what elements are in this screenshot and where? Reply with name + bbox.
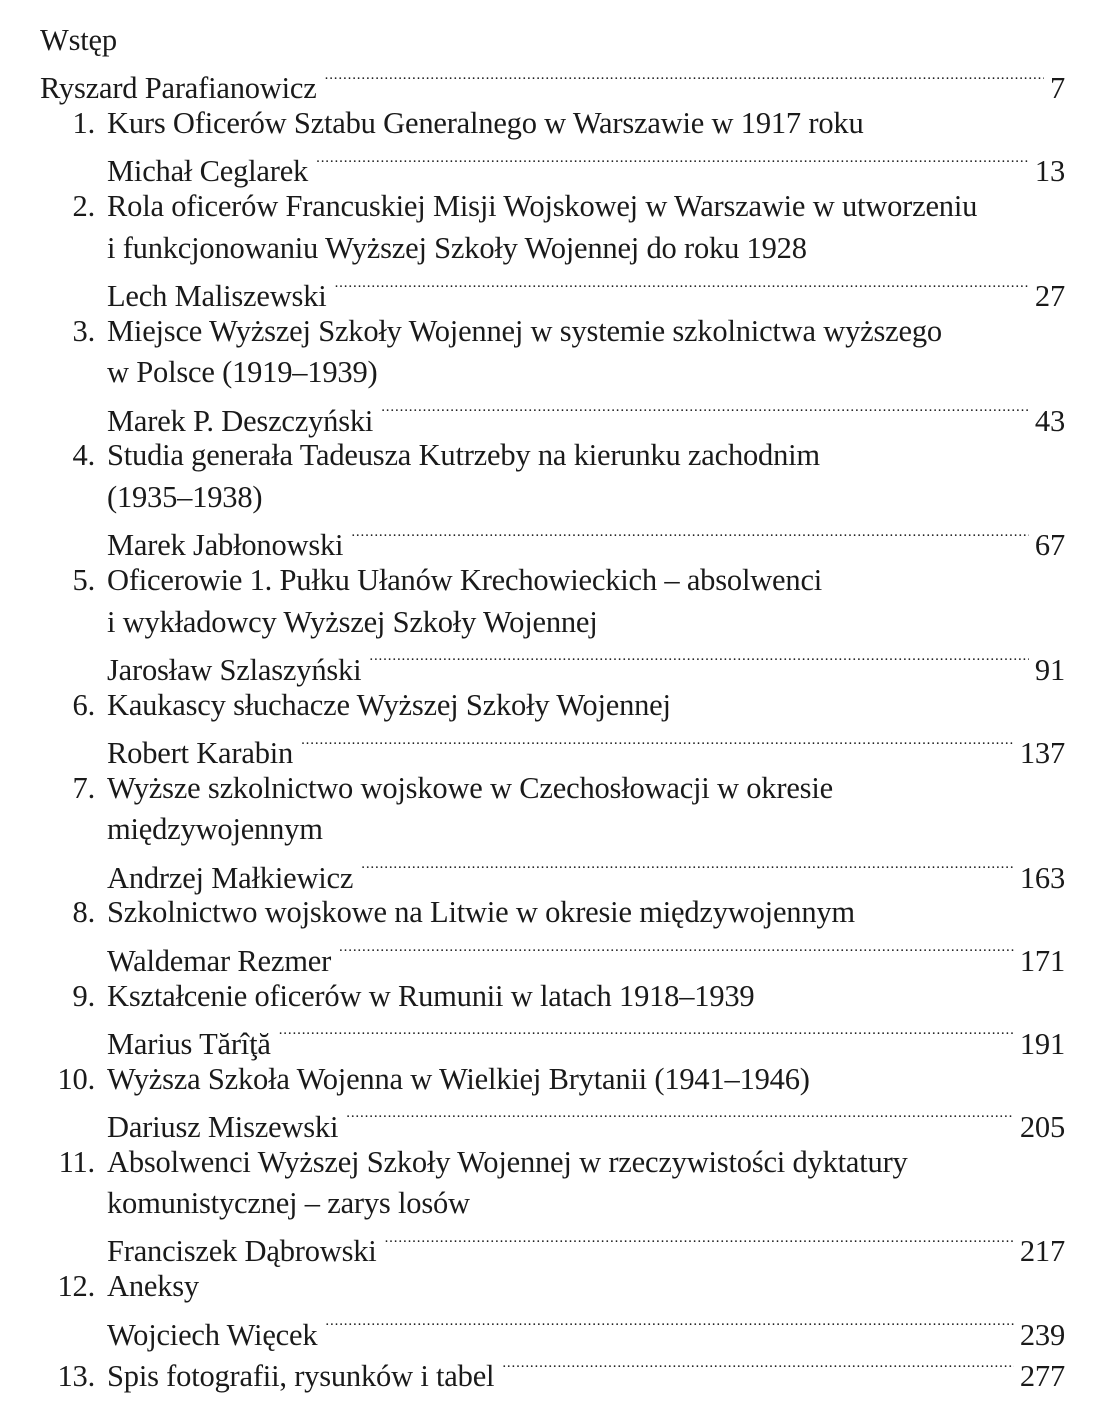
dot-leader [279, 1017, 1014, 1054]
entry-author: Waldemar Rezmer [107, 943, 332, 978]
entry-author-line [40, 145, 1065, 187]
entry-title: Kurs Oficerów Sztabu Generalnego w Warszawie w 1917 roku [107, 106, 864, 141]
entry-page-number: 163 [1019, 860, 1065, 895]
entry-title-line [40, 1350, 1065, 1392]
entry-author: Andrzej Małkiewicz [107, 860, 354, 895]
toc-entry-13 [40, 1350, 1065, 1392]
entry-author: Franciszek Dąbrowski [107, 1234, 377, 1269]
entry-author: Lech Maliszewski [107, 278, 327, 313]
intro-heading-line [40, 20, 1065, 62]
toc-entry-2 [40, 186, 1065, 311]
dot-leader [381, 394, 1029, 431]
entry-title-continuation [40, 352, 1065, 394]
entry-title-cont: komunistycznej – zarys losów [107, 1186, 470, 1221]
entry-title-cont: w Polsce (1919–1939) [107, 355, 378, 390]
entry-page-number: 217 [1019, 1234, 1065, 1269]
dot-leader [335, 269, 1029, 306]
entry-author: Dariusz Miszewski [107, 1109, 339, 1144]
entry-title: Wyższe szkolnictwo wojskowe w Czechosłowacji w okresie [107, 770, 833, 805]
entry-author-line [40, 1225, 1065, 1267]
dot-leader [502, 1350, 1014, 1387]
entry-title: Absolwenci Wyższej Szkoły Wojennej w rzeczywistości dyktatury [107, 1144, 908, 1179]
entry-page-number: 67 [1034, 528, 1065, 563]
entry-title: Spis fotografii, rysunków i tabel [107, 1359, 495, 1394]
intro-author: Ryszard Parafianowicz [40, 71, 317, 106]
entry-page-number: 137 [1019, 735, 1065, 770]
entry-number: 2. [72, 189, 95, 224]
entry-number: 7. [72, 770, 95, 805]
entry-author-line [40, 269, 1065, 311]
entry-author-row [95, 1350, 1065, 1398]
toc-entry-4 [40, 435, 1065, 563]
entry-title: Szkolnictwo wojskowe na Litwie w okresie międzywojennym [107, 895, 855, 930]
entry-author-line [40, 726, 1065, 768]
toc-entry-5 [40, 560, 1065, 685]
entry-number: 8. [72, 895, 95, 930]
entry-author-row [95, 1225, 1065, 1273]
entry-title: Rola oficerów Francuskiej Misji Wojskowej w Warszawie w utworzeniu [107, 189, 978, 224]
entry-author-line [40, 934, 1065, 976]
entry-number: 1. [72, 106, 95, 141]
entry-number: 13. [57, 1359, 95, 1394]
entry-author: Marius Tărîţă [107, 1026, 271, 1061]
entry-title: Kaukascy słuchacze Wyższej Szkoły Wojennej [107, 687, 671, 722]
entry-page-number: 43 [1034, 403, 1065, 438]
entry-title-continuation [40, 228, 1065, 270]
entry-author-line [40, 851, 1065, 893]
entry-page-number: 277 [1019, 1359, 1065, 1394]
entry-title: Wyższa Szkoła Wojenna w Wielkiej Brytanii (1941–1946) [107, 1061, 810, 1096]
toc-entry-6 [40, 685, 1065, 768]
entry-author: Marek Jabłonowski [107, 528, 344, 563]
entry-title: Aneksy [107, 1269, 199, 1304]
entry-title-cont: i funkcjonowaniu Wyższej Szkoły Wojennej do roku 1928 [107, 230, 807, 265]
dot-leader [339, 934, 1014, 971]
entry-author: Marek P. Deszczyński [107, 403, 374, 438]
toc-entry-12 [40, 1266, 1065, 1352]
entry-number: 6. [72, 687, 95, 722]
intro-page-number: 7 [1049, 71, 1065, 106]
entry-title-continuation [40, 1183, 1065, 1225]
entry-author: Michał Ceglarek [107, 154, 309, 189]
toc-entry-1 [40, 103, 1065, 189]
entry-author-line [40, 519, 1065, 561]
entry-author: Jarosław Szlaszyński [107, 652, 362, 687]
entry-title-continuation [40, 809, 1065, 851]
dot-leader [385, 1225, 1014, 1262]
entry-number: 12. [57, 1269, 95, 1304]
intro-heading: Wstęp [40, 23, 117, 57]
entry-title-continuation [40, 477, 1065, 519]
entry-title: Kształcenie oficerów w Rumunii w latach 1918–1939 [107, 978, 755, 1013]
entry-page-number: 239 [1019, 1317, 1065, 1352]
dot-leader [346, 1100, 1014, 1137]
entry-title-continuation [40, 602, 1065, 644]
intro-author-line [40, 62, 1065, 104]
entry-page-number: 205 [1019, 1109, 1065, 1144]
toc-entry-7 [40, 768, 1065, 893]
entry-title-line [40, 186, 1065, 228]
entry-author-line [40, 1308, 1065, 1350]
entry-title: Studia generała Tadeusza Kutrzeby na kierunku zachodnim [107, 438, 820, 473]
entry-page-number: 13 [1034, 154, 1065, 189]
entry-number: 4. [72, 438, 95, 473]
entry-author-line [40, 394, 1065, 436]
entry-title-cont: i wykładowcy Wyższej Szkoły Wojennej [107, 604, 598, 639]
entry-author-line [40, 1017, 1065, 1059]
entry-number: 10. [57, 1061, 95, 1096]
entry-title-line [40, 311, 1065, 353]
dot-leader [351, 519, 1029, 556]
entry-page-number: 171 [1019, 943, 1065, 978]
toc-entry-11 [40, 1142, 1065, 1267]
entry-page-number: 191 [1019, 1026, 1065, 1061]
entry-author: Wojciech Więcek [107, 1317, 318, 1352]
dot-leader [361, 851, 1014, 888]
dot-leader [325, 1308, 1013, 1345]
entry-title-cont: międzywojennym [107, 812, 323, 847]
dot-leader [325, 62, 1044, 99]
toc-entry-8 [40, 892, 1065, 978]
table-of-contents [40, 20, 1065, 1394]
entry-page-number: 27 [1034, 278, 1065, 313]
entry-number: 11. [58, 1144, 95, 1179]
entry-number: 5. [72, 563, 95, 598]
dot-leader [301, 726, 1014, 763]
entry-author: Robert Karabin [107, 735, 294, 770]
entry-page-number: 91 [1034, 652, 1065, 687]
toc-entry-10 [40, 1059, 1065, 1142]
entry-title-cont: (1935–1938) [107, 480, 263, 515]
dot-leader [369, 643, 1029, 680]
toc-entry-3 [40, 311, 1065, 436]
entry-author-line [40, 643, 1065, 685]
dot-leader [316, 145, 1029, 182]
entry-title: Miejsce Wyższej Szkoły Wojennej w systemie szkolnictwa wyższego [107, 313, 942, 348]
entry-number: 3. [72, 313, 95, 348]
entry-number: 9. [72, 978, 95, 1013]
entry-title: Oficerowie 1. Pułku Ułanów Krechowieckich – absolwenci [107, 563, 823, 598]
toc-entry-9 [40, 976, 1065, 1059]
entry-author-line [40, 1100, 1065, 1142]
